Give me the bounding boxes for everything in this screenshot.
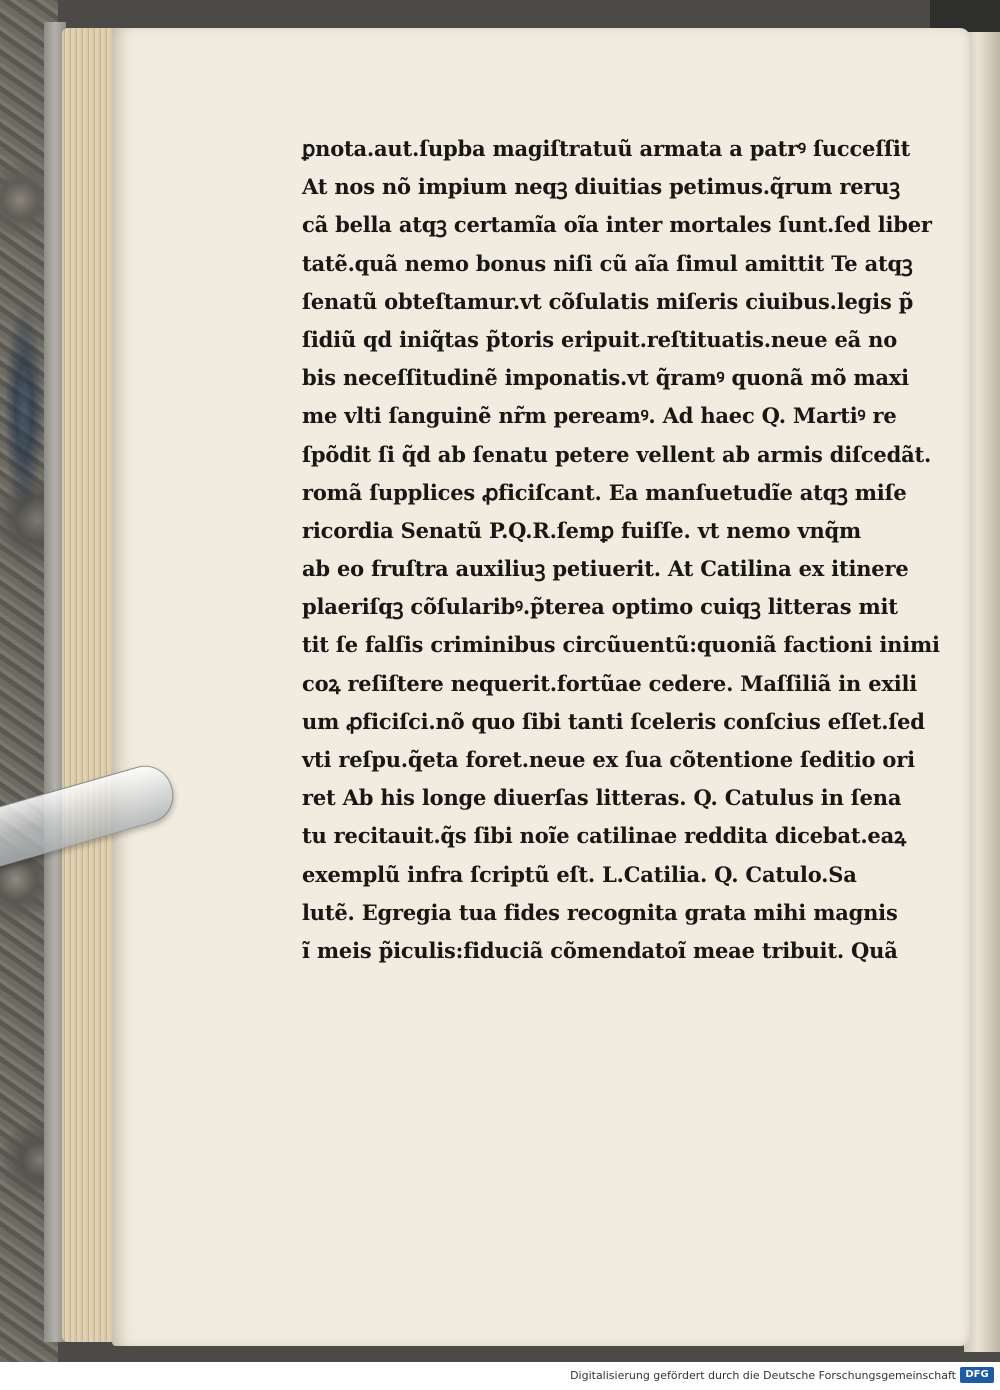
digitization-credit: Digitalisierung gefördert durch die Deutsche Forschungsgemeinschaft — [570, 1369, 956, 1382]
text-line: ſpõdit ſi q̃d ab ſenatu petere vellent ab armis diſcedãt. — [302, 441, 932, 467]
text-line: tatẽ.quã nemo bonus niſi cũ aĩa ſimul amittit Te atqꝫ — [302, 250, 913, 276]
text-line: ab eo fruſtra auxiliuꝫ petiuerit. At Catilina ex itinere — [302, 556, 909, 582]
text-line: ĩ meis p̃iculis:fiduciã cõmendatoĩ meae tribuit. Quã — [302, 937, 898, 963]
text-line: ricordia Senatũ P.Q.R.ſemꝑ fuiſſe. vt nemo vnq̃m — [302, 517, 862, 543]
footer-bar — [0, 1362, 1000, 1390]
text-line: ſidiũ qd iniq̃tas p̃toris eripuit.reſtituatis.neue eã no — [302, 326, 898, 352]
text-line: lutẽ. Egregia tua fides recognita grata mihi magnis — [302, 899, 898, 925]
text-line: At nos nõ impium neqꝫ diuitias petimus.q̃rum reruꝫ — [302, 174, 900, 200]
text-line: ret Ab his longe diuerſas litteras. Q. Catulus in ſena — [302, 785, 902, 811]
text-line: tit ſe falſis criminibus circũuentũ:quoniã factioni inimi — [302, 632, 940, 658]
page-text — [302, 130, 942, 970]
text-line: bis neceſſitudinẽ imponatis.vt q̃ramꝰ quonã mõ maxi — [302, 365, 909, 391]
text-line: romã ſupplices ꝓficiſcant. Ea manſuetudĩe atqꝫ miſe — [302, 479, 907, 505]
text-line: vti reſpu.q̃eta foret.neue ex ſua cõtentione ſeditio ori — [302, 747, 915, 772]
marbled-cover-pattern — [4, 300, 44, 520]
text-line: ſenatũ obteſtamur.vt cõſulatis miſeris ciuibus.legis p̃ — [302, 288, 914, 314]
text-line: ꝑnota.aut.ſupba magiſtratuũ armata a patrꝰ ſucceſſit — [302, 136, 911, 161]
text-line: exemplũ infra ſcriptũ eſt. L.Catilia. Q. Catulo.Sa — [302, 861, 857, 887]
text-line: um ꝓficiſci.nõ quo ſibi tanti ſceleris conſcius eſſet.ſed — [302, 708, 925, 734]
text-line: cã bella atqꝫ certamĩa oĩa inter mortales ſunt.ſed liber — [302, 212, 932, 238]
text-line: me vlti ſanguinẽ nr̃m pereamꝰ. Ad haec Q. Martiꝰ re — [302, 403, 897, 429]
text-line: tu recitauit.q̃s ſibi noĩe catilinae reddita dicebat.eaꝝ — [302, 823, 906, 849]
text-line: coꝝ reſiſtere nequerit.fortũae cedere. Maſſiliã in exili — [302, 670, 918, 696]
text-line: plaeriſqꝫ cõſularibꝰ.p̃terea optimo cuiqꝫ litteras mit — [302, 594, 898, 620]
dfg-logo: DFG — [960, 1367, 994, 1383]
